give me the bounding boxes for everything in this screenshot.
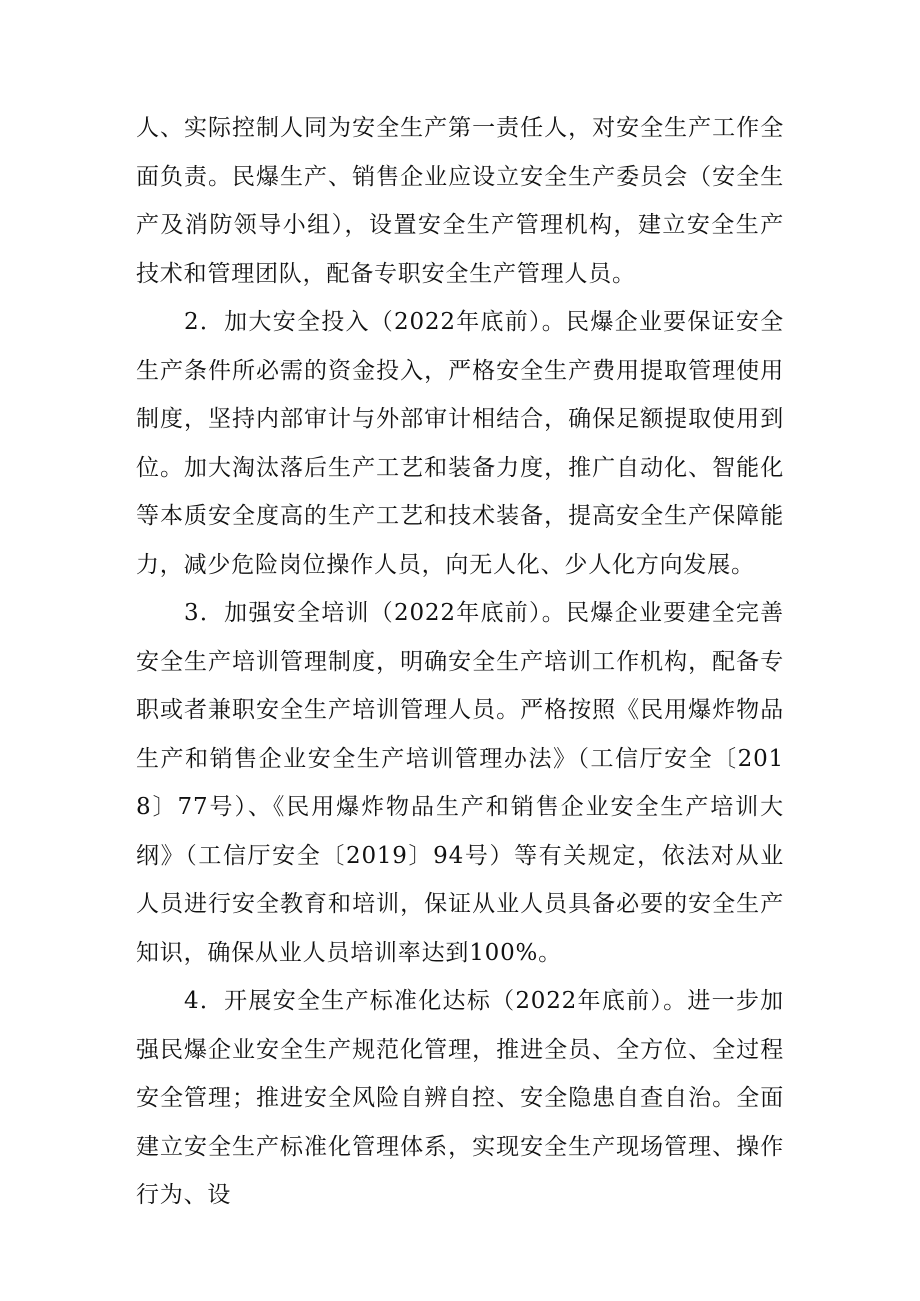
paragraph-responsibility: 人、实际控制人同为安全生产第一责任人，对安全生产工作全面负责。民爆生产、销售企业应设立安全生产委员会（安全生产及消防领导小组），设置安全生产管理机构，建立安全生产技术和管理团队，配备专职安全生产管理人员。 xyxy=(136,115,784,287)
document-body xyxy=(136,104,784,1220)
paragraph-safety-investment: 2．加大安全投入（2022年底前）。民爆企业要保证安全生产条件所必需的资金投入，严格安全生产费用提取管理使用制度，坚持内部审计与外部审计相结合，确保足额提取使用到位。加大淘汰落后生产工艺和装备力度，推广自动化、智能化等本质安全度高的生产工艺和技术装备，提高安全生产保障能力，减少危险岗位操作人员，向无人化、少人化方向发展。 xyxy=(136,309,784,578)
paragraph-safety-training: 3．加强安全培训（2022年底前）。民爆企业要建全完善安全生产培训管理制度，明确安全生产培训工作机构，配备专职或者兼职安全生产培训管理人员。严格按照《民用爆炸物品生产和销售企业安全生产培训管理办法》（工信厅安全〔2018〕77号）、《民用爆炸物品生产和销售企业安全生产培训大纲》（工信厅安全〔2019〕94号）等有关规定，依法对从业人员进行安全教育和培训，保证从业人员具备必要的安全生产知识，确保从业人员培训率达到100%。 xyxy=(136,600,784,966)
paragraph-standardization: 4．开展安全生产标准化达标（2022年底前）。进一步加强民爆企业安全生产规范化管理，推进全员、全方位、全过程安全管理；推进安全风险自辨自控、安全隐患自查自治。全面建立安全生产标准化管理体系，实现安全生产现场管理、操作行为、设 xyxy=(136,988,784,1208)
